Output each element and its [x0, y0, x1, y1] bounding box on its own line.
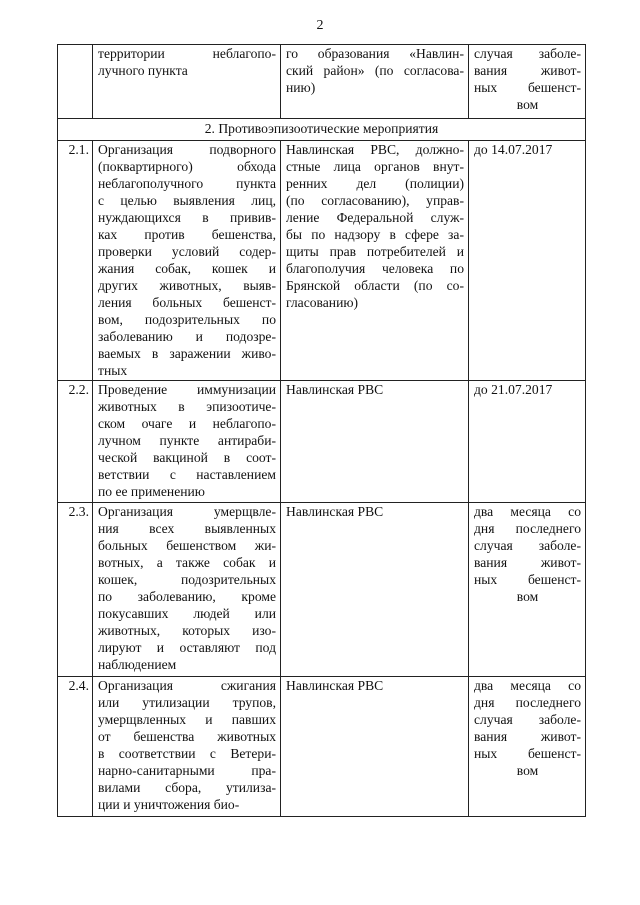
text-line: щиты прав потребителей и: [286, 244, 464, 259]
text-line: стные лица органов внут-: [286, 159, 464, 174]
deadline-cell: [469, 141, 586, 381]
text-line: ния всех выявленных: [98, 521, 276, 536]
text-line: случая заболе-: [474, 712, 581, 727]
text-line: кошек, подозрительных: [98, 572, 276, 587]
responsible-cell: [281, 677, 469, 817]
text-line: случая заболе-: [474, 46, 581, 61]
text-line: умерщвленных и павших: [98, 712, 276, 727]
deadline-cell: [469, 45, 586, 119]
action-cell: [93, 45, 281, 119]
responsible-cell: [281, 141, 469, 381]
text-line: ках против бешенства,: [98, 227, 276, 242]
text-line: заболеванию и подозре-: [98, 329, 276, 344]
text-line: лучного пункта: [98, 63, 188, 78]
text-line: (поквартирного) обхода: [98, 159, 276, 174]
text-line: больных бешенством жи-: [98, 538, 276, 553]
text-line: нуждающихся в привив-: [98, 210, 276, 225]
text-line: нарно-санитарными пра-: [98, 763, 276, 778]
responsible-cell: [281, 381, 469, 503]
text-line: Организация сжигания: [98, 678, 276, 693]
text-line: других животных, выяв-: [98, 278, 276, 293]
text-line: ческой вакциной в соот-: [98, 450, 276, 465]
text-line: ление Федеральной служ-: [286, 210, 464, 225]
text-line: нию): [286, 80, 316, 95]
section-title: 2. Противоэпизоотические мероприятия: [58, 119, 586, 141]
text-line: покусавших людей или: [98, 606, 276, 621]
text-line: вания живот-: [474, 729, 581, 744]
text-line: Организация подворного: [98, 142, 276, 157]
text-line: дня последнего: [474, 695, 581, 710]
action-cell: [93, 503, 281, 677]
text-line: вания живот-: [474, 63, 581, 78]
text-line: ции и уничтожения био-: [98, 797, 240, 812]
text-line: в соответствии с Ветери-: [98, 746, 276, 761]
text-line: вом: [516, 589, 539, 604]
text-line: проверки условий содер-: [98, 244, 276, 259]
text-line: по заболеванию, кроме: [98, 589, 276, 604]
text-line: вания живот-: [474, 555, 581, 570]
text-line: ренних дел (полиции): [286, 176, 464, 191]
text-line: благополучия человека по: [286, 261, 464, 276]
row-number-cell: [58, 45, 93, 119]
action-cell: [93, 677, 281, 817]
text-line: лируют и оставляют под: [98, 640, 276, 655]
text-line: (по согласованию), управ-: [286, 193, 464, 208]
text-line: вом: [516, 97, 539, 112]
text-line: гласованию): [286, 295, 359, 310]
text-line: ваемых в заражении живо-: [98, 346, 276, 361]
text-line: от бешенства животных: [98, 729, 276, 744]
text-line: ных бешенст-: [474, 746, 581, 761]
responsible-cell: [281, 503, 469, 677]
text-line: Навлинская РВС: [286, 504, 384, 519]
continuation-row: [58, 45, 586, 119]
text-line: вотных, а также собак и: [98, 555, 276, 570]
text-line: ском очаге и неблагопо-: [98, 416, 276, 431]
text-line: территории неблагопо-: [98, 46, 276, 61]
text-line: ветствии с наставлением: [98, 467, 276, 482]
row-number-cell: 2.3.: [58, 503, 93, 677]
text-line: вом, подозрительных по: [98, 312, 276, 327]
row-number-cell: 2.4.: [58, 677, 93, 817]
measure-row: [58, 141, 586, 381]
text-line: или утилизации трупов,: [98, 695, 276, 710]
text-line: Навлинская РВС: [286, 382, 384, 397]
section-header-row: [58, 119, 586, 141]
text-line: жания собак, кошек и: [98, 261, 276, 276]
text-line: Навлинская РВС, должно-: [286, 142, 464, 157]
text-line: вом: [516, 763, 539, 778]
text-line: с целью выявления лиц,: [98, 193, 276, 208]
page-number: 2: [316, 18, 324, 33]
row-number-cell: 2.1.: [58, 141, 93, 381]
text-line: случая заболе-: [474, 538, 581, 553]
text-line: наблюдением: [98, 657, 177, 672]
text-line: животных, которых изо-: [98, 623, 276, 638]
text-line: два месяца со: [474, 678, 581, 693]
text-line: вилами сбора, утилиза-: [98, 780, 276, 795]
text-line: ных бешенст-: [474, 80, 581, 95]
text-line: го образования «Навлин-: [286, 46, 464, 61]
deadline-cell: [469, 503, 586, 677]
text-line: Организация умерщвле-: [98, 504, 276, 519]
text-line: Проведение иммунизации: [98, 382, 276, 397]
text-line: животных в эпизоотиче-: [98, 399, 276, 414]
text-line: два месяца со: [474, 504, 581, 519]
text-line: ления больных бешенст-: [98, 295, 276, 310]
text-line: неблагополучного пункта: [98, 176, 276, 191]
text-line: Брянской области (по со-: [286, 278, 464, 293]
deadline-cell: [469, 381, 586, 503]
text-line: до 21.07.2017: [474, 382, 553, 397]
responsible-cell: [281, 45, 469, 119]
measure-row: [58, 503, 586, 677]
row-number-cell: 2.2.: [58, 381, 93, 503]
text-line: ский район» (по согласова-: [286, 63, 464, 78]
text-line: тных: [98, 363, 128, 378]
measure-row: [58, 677, 586, 817]
text-line: Навлинская РВС: [286, 678, 384, 693]
text-line: лучном пункте антираби-: [98, 433, 276, 448]
text-line: по ее применению: [98, 484, 205, 499]
text-line: до 14.07.2017: [474, 142, 553, 157]
action-cell: [93, 381, 281, 503]
text-line: ных бешенст-: [474, 572, 581, 587]
action-cell: [93, 141, 281, 381]
measure-row: [58, 381, 586, 503]
text-line: бы по надзору в сфере за-: [286, 227, 464, 242]
measures-table: [57, 44, 586, 817]
text-line: дня последнего: [474, 521, 581, 536]
deadline-cell: [469, 677, 586, 817]
